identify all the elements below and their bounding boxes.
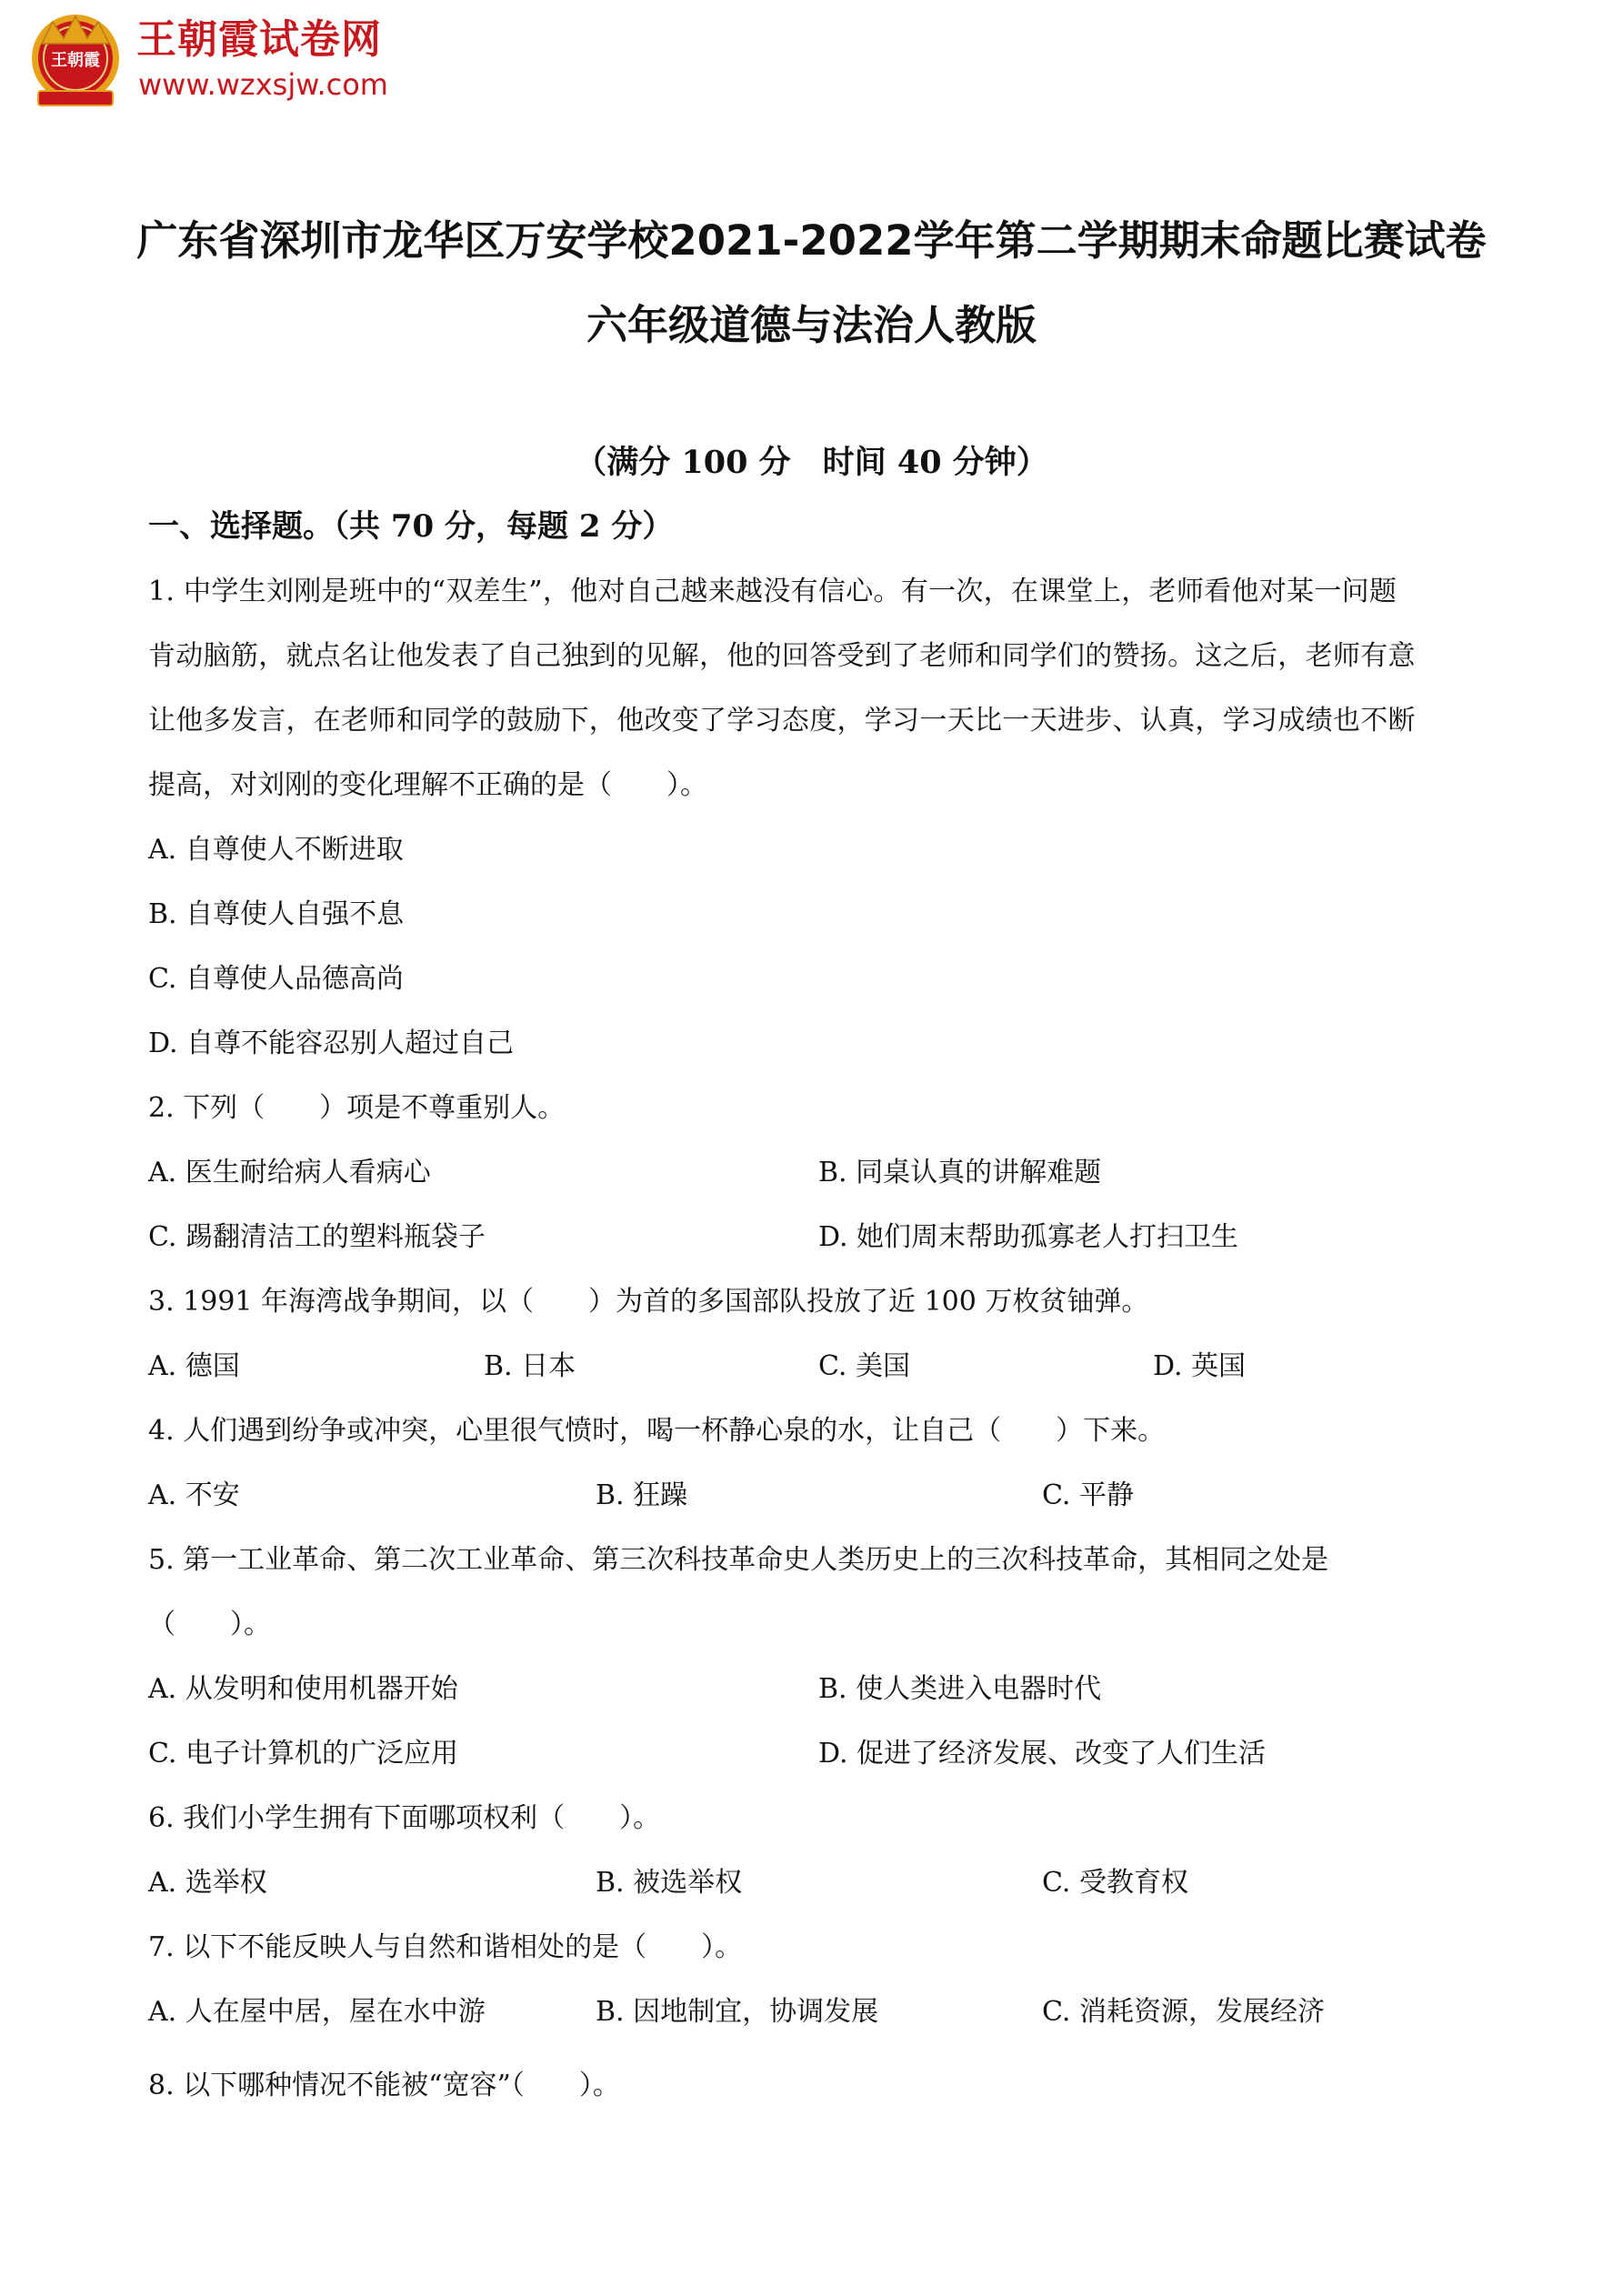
question-8-stem: 8. 以下哪种情况不能被“宽容”（ ）。	[148, 2070, 620, 2101]
brand-url[interactable]: www.wzxsjw.com	[138, 67, 388, 102]
brand-header[interactable]	[25, 11, 462, 111]
exam-score-time: （满分 100 分 时间 40 分钟）	[575, 444, 1048, 481]
question-5-line: 5. 第一工业革命、第二次工业革命、第三次科技革命史人类历史上的三次科技革命，其相同之处是	[148, 1544, 1329, 1576]
question-1-line: 肯动脑筋，就点名让他发表了自己独到的见解，他的回答受到了老师和同学们的赞扬。这之后，老师有意	[148, 640, 1416, 672]
question-5-option-b: B. 使人类进入电器时代	[818, 1673, 1102, 1705]
question-1-option-d: D. 自尊不能容忍别人超过自己	[148, 1028, 515, 1059]
question-1-line: 1. 中学生刘刚是班中的“双差生”，他对自己越来越没有信心。有一次，在课堂上，老师看他对某一问题	[148, 576, 1398, 607]
question-6-option-b: B. 被选举权	[596, 1867, 743, 1899]
question-2-stem: 2. 下列（ ）项是不尊重别人。	[148, 1092, 566, 1124]
question-4-option-a: A. 不安	[148, 1479, 240, 1511]
question-6-stem: 6. 我们小学生拥有下面哪项权利（ ）。	[148, 1802, 661, 1834]
question-4-stem: 4. 人们遇到纷争或冲突，心里很气愤时，喝一杯静心泉的水，让自己（ ）下来。	[148, 1415, 1166, 1447]
question-1-option-c: C. 自尊使人品德高尚	[148, 963, 404, 995]
question-3-option-c: C. 美国	[818, 1350, 910, 1382]
exam-subject-title: 六年级道德与法治人教版	[586, 301, 1037, 349]
question-1-line: 让他多发言，在老师和同学的鼓励下，他改变了学习态度，学习一天比一天进步、认真，学习成绩也不断	[148, 705, 1416, 737]
question-7-option-b: B. 因地制宜，协调发展	[596, 1996, 879, 2028]
question-4-option-b: B. 狂躁	[596, 1479, 688, 1511]
question-5-option-c: C. 电子计算机的广泛应用	[148, 1738, 458, 1770]
question-3-option-a: A. 德国	[148, 1350, 240, 1382]
section-heading: 一、选择题。（共 70 分，每题 2 分）	[148, 508, 674, 545]
question-6-option-a: A. 选举权	[148, 1867, 267, 1899]
question-1-option-a: A. 自尊使人不断进取	[148, 834, 404, 866]
question-1-line: 提高，对刘刚的变化理解不正确的是（ ）。	[148, 769, 707, 801]
question-2-option-c: C. 踢翻清洁工的塑料瓶袋子	[148, 1221, 486, 1253]
question-2-option-a: A. 医生耐给病人看病心	[148, 1157, 431, 1188]
question-5-option-a: A. 从发明和使用机器开始	[148, 1673, 458, 1705]
brand-seal-logo	[25, 11, 125, 111]
question-7-option-c: C. 消耗资源，发展经济	[1042, 1996, 1325, 2028]
question-5-line: （ ）。	[148, 1609, 271, 1640]
question-1-option-b: B. 自尊使人自强不息	[148, 898, 405, 930]
svg-text:王朝霞: 王朝霞	[51, 51, 100, 70]
question-7-stem: 7. 以下不能反映人与自然和谐相处的是（ ）。	[148, 1931, 743, 1963]
question-6-option-c: C. 受教育权	[1042, 1867, 1188, 1899]
question-5-option-d: D. 促进了经济发展、改变了人们生活	[818, 1738, 1267, 1770]
brand-name: 王朝霞试卷网	[136, 16, 382, 63]
exam-title: 广东省深圳市龙华区万安学校2021-2022学年第二学期期末命题比赛试卷	[136, 216, 1487, 265]
question-4-option-c: C. 平静	[1042, 1479, 1134, 1511]
question-3-option-d: D. 英国	[1153, 1350, 1247, 1382]
question-2-option-d: D. 她们周末帮助孤寡老人打扫卫生	[818, 1221, 1239, 1253]
question-7-option-a: A. 人在屋中居，屋在水中游	[148, 1996, 486, 2028]
question-3-stem: 3. 1991 年海湾战争期间，以（ ）为首的多国部队投放了近 100 万枚贫铀弹。	[148, 1286, 1149, 1318]
question-3-option-b: B. 日本	[484, 1350, 576, 1382]
question-2-option-b: B. 同桌认真的讲解难题	[818, 1157, 1102, 1188]
